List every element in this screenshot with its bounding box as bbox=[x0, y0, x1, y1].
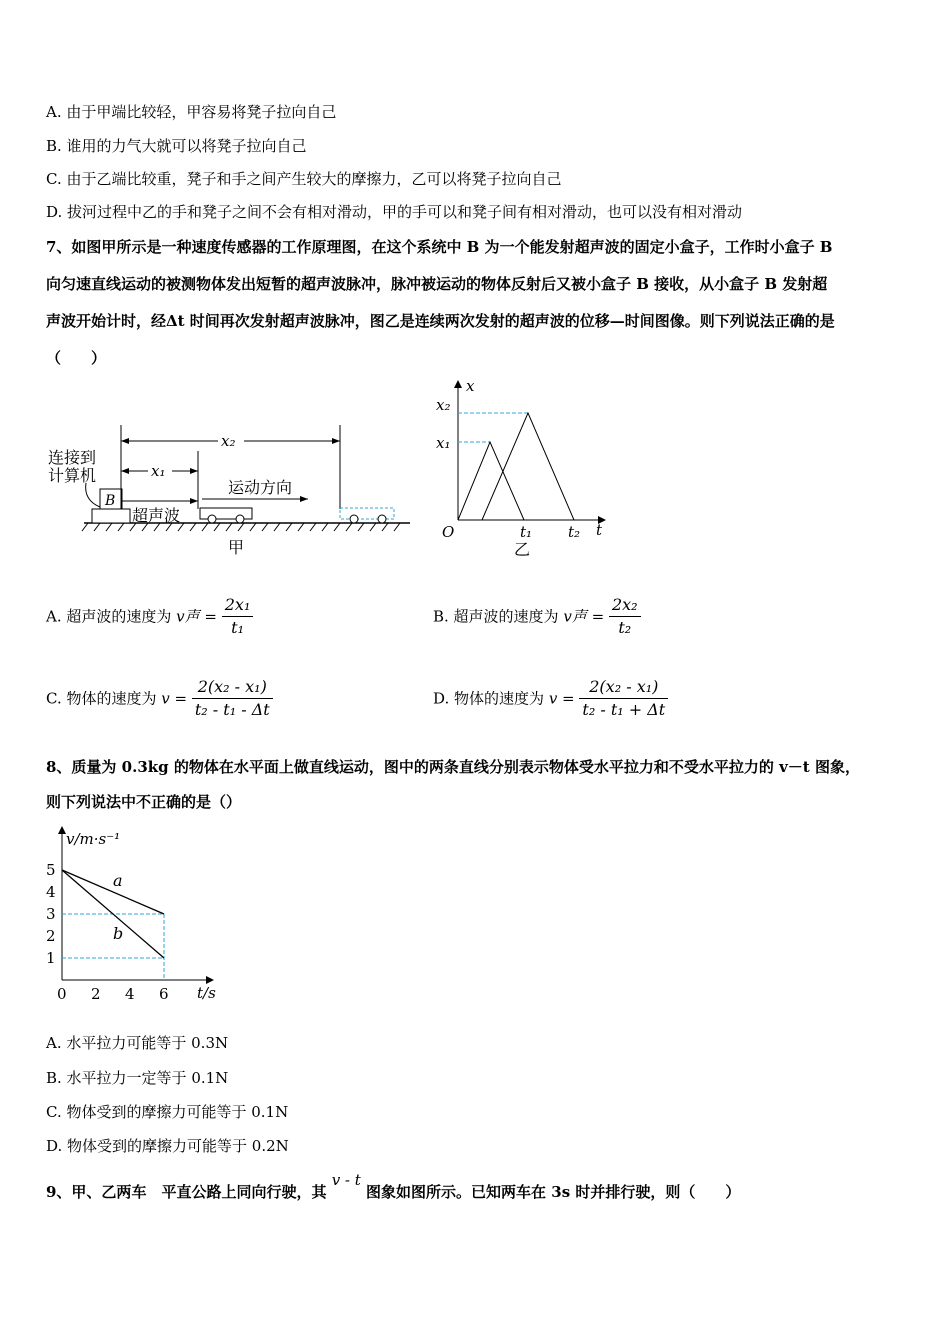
q7-option-c: C. 物体的速度为 v = $\frac{\text{2(x₂ - x₁)}}{\text{t₂ - t₁ - Δt}}$ bbox=[46, 676, 273, 721]
q9-before: 9、甲、乙两车 平直公路上同向行驶，其 bbox=[46, 1183, 327, 1201]
q8-vt-graph bbox=[40, 822, 240, 1007]
vt-tick-y-4: 4 bbox=[46, 883, 56, 901]
q8-line-2: 则下列说法中不正确的是（） bbox=[46, 793, 242, 811]
q7-option-a: A. 超声波的速度为 v声 = $\frac{\text{2x₁}}{\text{t₁}}$ bbox=[46, 594, 253, 639]
q7-c-lhs: v = bbox=[161, 689, 188, 708]
caption-yi: 乙 bbox=[514, 540, 531, 559]
q6-option-c: C. 由于乙端比较重，凳子和手之间产生较大的摩擦力，乙可以将凳子拉向自己 bbox=[46, 170, 562, 188]
yi-x-axis: t bbox=[596, 521, 603, 539]
vt-x-label: t/s bbox=[197, 984, 216, 1002]
q7-c-fraction: $\frac{\text{2(x₂ - x₁)}}{\text{t₂ - t₁ - Δt}}$ bbox=[192, 676, 273, 721]
vt-label-a: a bbox=[113, 871, 123, 890]
vt-tick-y-1: 1 bbox=[46, 949, 56, 967]
q7-figure-jia bbox=[40, 415, 420, 565]
yi-tick-t2: t₂ bbox=[568, 523, 581, 541]
q8-option-c: C. 物体受到的摩擦力可能等于 0.1N bbox=[46, 1103, 289, 1121]
q8-option-a: A. 水平拉力可能等于 0.3N bbox=[46, 1034, 229, 1052]
connect-label-1: 连接到 bbox=[48, 448, 97, 467]
q7-line-4: （ ） bbox=[46, 349, 107, 367]
q6-option-b: B. 谁用的力气大就可以将凳子拉向自己 bbox=[46, 137, 307, 155]
q7-a-fraction: $\frac{\text{2x₁}}{\text{t₁}}$ bbox=[222, 594, 254, 639]
vt-y-label: v/m·s⁻¹ bbox=[66, 830, 121, 848]
yi-tick-x2: x₂ bbox=[436, 396, 451, 414]
x2-label: x₂ bbox=[221, 432, 236, 450]
yi-tick-t1: t₁ bbox=[520, 523, 533, 541]
q7-b-fraction: $\frac{\text{2x₂}}{\text{t₂}}$ bbox=[609, 594, 641, 639]
vt-tick-y-2: 2 bbox=[46, 927, 56, 945]
box-b-label: B bbox=[105, 493, 116, 509]
q7-b-lhs: v声 = bbox=[563, 607, 605, 626]
q8-line-1: 8、质量为 0.3kg 的物体在水平面上做直线运动，图中的两条直线分别表示物体受水平拉力和不受水平拉力的 v－t 图象， bbox=[46, 758, 860, 776]
motion-label: 运动方向 bbox=[228, 478, 293, 497]
wave-label: 超声波 bbox=[132, 506, 181, 525]
q7-figure-yi bbox=[428, 375, 618, 560]
q9-line bbox=[46, 1171, 741, 1202]
q9-after: 图象如图所示。已知两车在 3s 时并排行驶，则（ ） bbox=[366, 1183, 741, 1201]
q7-line-2: 向匀速直线运动的被测物体发出短暂的超声波脉冲，脉冲被运动的物体反射后又被小盒子 B 接收，从小盒子 B 发射超 bbox=[46, 275, 828, 293]
vt-label-b: b bbox=[113, 924, 124, 943]
yi-origin: O bbox=[442, 523, 455, 541]
vt-tick-y-3: 3 bbox=[46, 905, 56, 923]
q7-a-lhs: v声 = bbox=[176, 607, 217, 626]
q7-d-lhs: v = bbox=[548, 689, 575, 708]
q8-option-b: B. 水平拉力一定等于 0.1N bbox=[46, 1069, 229, 1087]
caption-jia: 甲 bbox=[228, 538, 245, 557]
yi-y-axis: x bbox=[466, 377, 475, 395]
vt-tick-x-2: 2 bbox=[91, 985, 101, 1003]
connect-label-2: 计算机 bbox=[48, 466, 97, 485]
vt-tick-x-0: 0 bbox=[57, 985, 67, 1003]
q9-vt: v - t bbox=[331, 1171, 361, 1189]
q7-option-b: B. 超声波的速度为 v声 = $\frac{\text{2x₂}}{\text{t₂}}$ bbox=[433, 594, 641, 639]
q7-line-3: 声波开始计时，经Δt 时间再次发射超声波脉冲，图乙是连续两次发射的超声波的位移—时间图像。则下列说法正确的是 bbox=[46, 312, 835, 330]
q6-option-a: A. 由于甲端比较轻，甲容易将凳子拉向自己 bbox=[46, 103, 337, 121]
vt-tick-x-4: 4 bbox=[125, 985, 135, 1003]
x1-label: x₁ bbox=[151, 462, 166, 480]
vt-tick-x-6: 6 bbox=[159, 985, 169, 1003]
q7-line-1: 7、如图甲所示是一种速度传感器的工作原理图，在这个系统中 B 为一个能发射超声波的固定小盒子，工作时小盒子 B bbox=[46, 238, 833, 256]
q7-d-fraction: $\frac{\text{2(x₂ - x₁)}}{\text{t₂ - t₁ + Δt}}$ bbox=[579, 676, 668, 721]
vt-tick-y-5: 5 bbox=[46, 861, 56, 879]
q8-option-d: D. 物体受到的摩擦力可能等于 0.2N bbox=[46, 1137, 289, 1155]
q6-option-d: D. 拔河过程中乙的手和凳子之间不会有相对滑动，甲的手可以和凳子间有相对滑动，也可以没有相对滑动 bbox=[46, 203, 743, 221]
yi-tick-x1: x₁ bbox=[436, 434, 451, 452]
q7-option-d: D. 物体的速度为 v = $\frac{\text{2(x₂ - x₁)}}{\text{t₂ - t₁ + Δt}}$ bbox=[433, 676, 668, 721]
